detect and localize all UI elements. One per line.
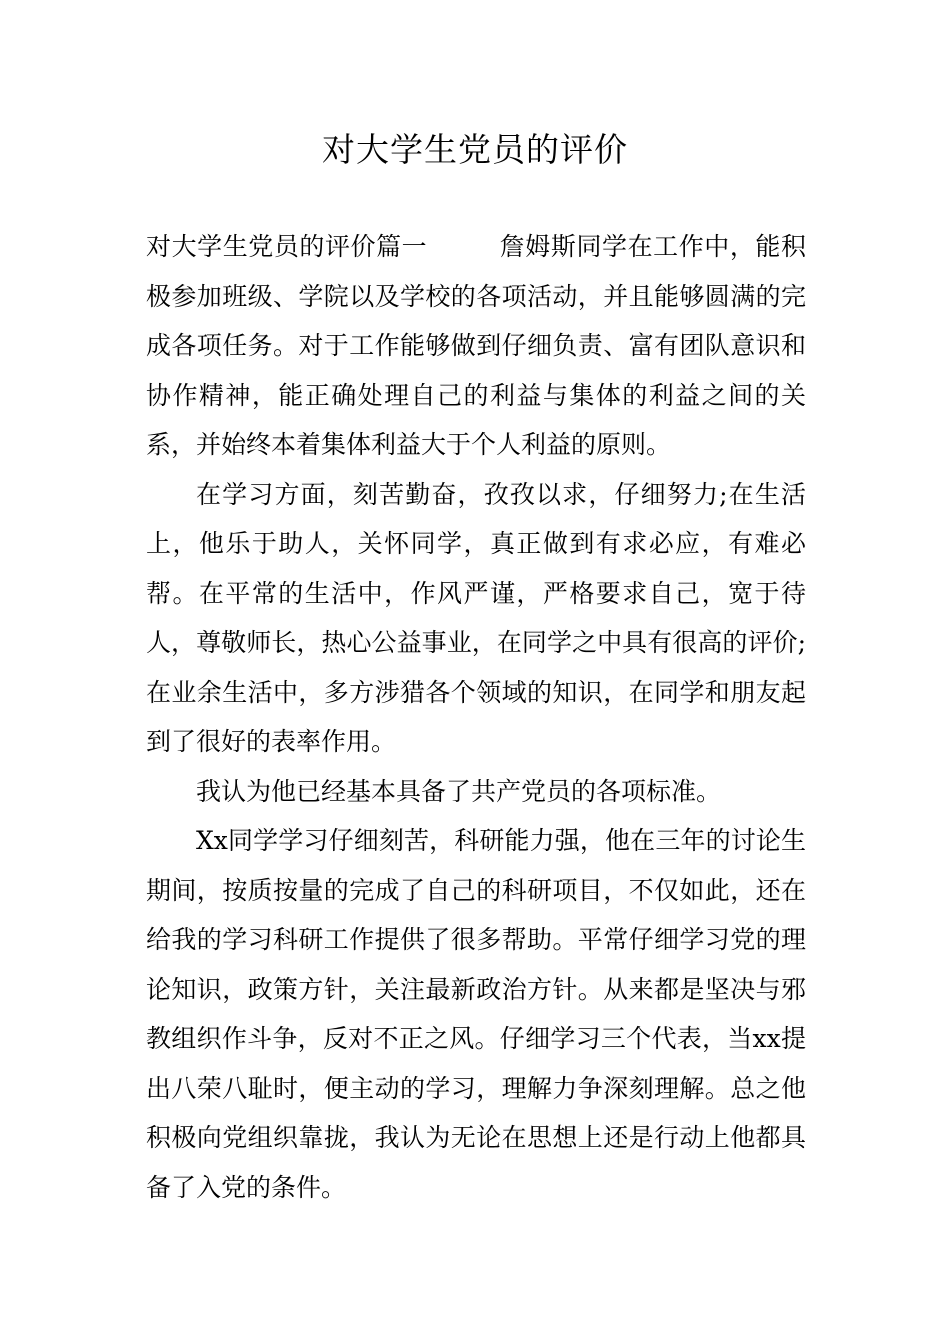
paragraph-3: 我认为他已经基本具备了共产党员的各项标准。 [196, 776, 722, 806]
section-heading: 对大学生党员的评价篇一 [146, 232, 428, 261]
paragraph-1-text: 詹姆斯同学在工作中，能积极参加班级、学院以及学校的各项活动，并且能够圆满的完成各项任务。对于工作能够做到仔细负责、富有团队意识和协作精神，能正确处理自己的利益与集体的利益之间的关系，并始终本着集体利益大于个人利益的原则。 [146, 232, 806, 459]
paragraph-4: Xx同学学习仔细刻苦，科研能力强，他在三年的讨论生期间，按质按量的完成了自己的科研项目，不仅如此，还在给我的学习科研工作提供了很多帮助。平常仔细学习党的理论知识，政策方针，关注最新政治方针。从来都是坚决与邪教组织作斗争，反对不正之风。仔细学习三个代表，当xx提出八荣八耻时，便主动的学习，理解力争深刻理解。总之他积极向党组织靠拢，我认为无论在思想上还是行动上他都具备了入党的条件。 [146, 826, 806, 1202]
document-title: 对大学生党员的评价 [322, 130, 628, 169]
paragraph-1 [146, 222, 806, 470]
document-body [146, 222, 806, 1212]
paragraph-2: 在学习方面，刻苦勤奋，孜孜以求，仔细努力;在生活上，他乐于助人，关怀同学，真正做到有求必应，有难必帮。在平常的生活中，作风严谨，严格要求自己，宽于待人，尊敬师长，热心公益事业，在同学之中具有很高的评价;在业余生活中，多方涉猎各个领域的知识，在同学和朋友起到了很好的表率作用。 [146, 479, 806, 756]
